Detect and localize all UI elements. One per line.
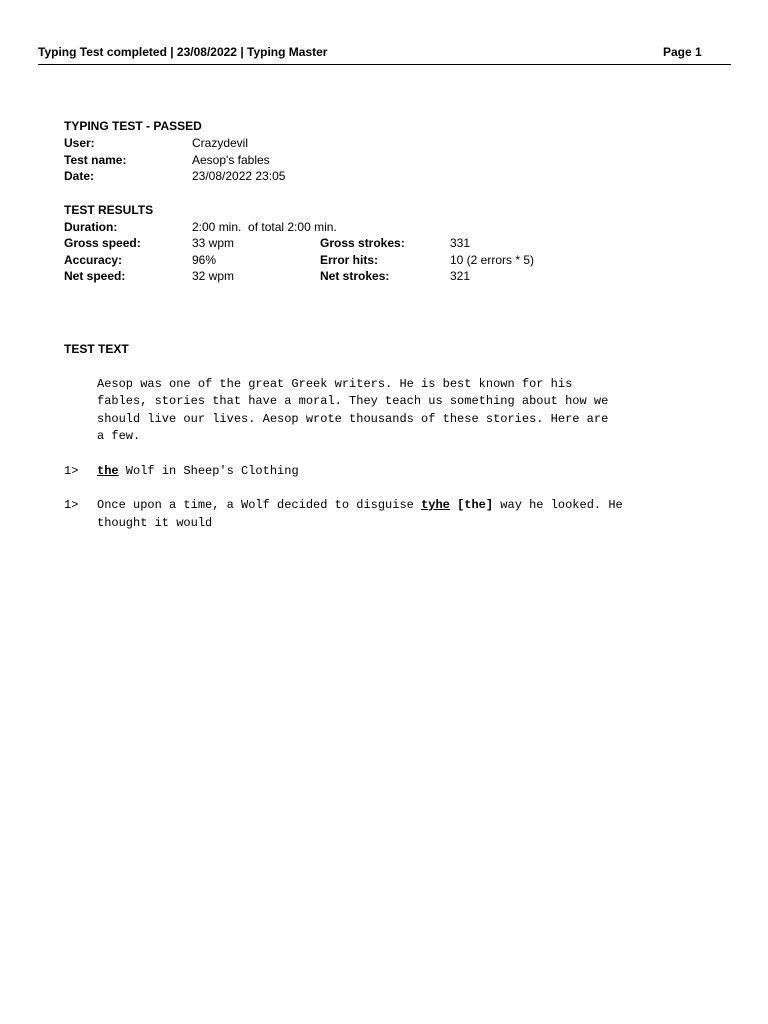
gross-speed-value: 33 wpm <box>192 236 235 250</box>
intro-line: should live our lives. Aesop wrote thousands of these stories. Here are <box>97 411 609 426</box>
entry-text: way he looked. He <box>493 498 623 512</box>
net-speed-value: 32 wpm <box>192 269 235 283</box>
intro-line: fables, stories that have a moral. They teach us something about how we <box>97 394 609 408</box>
test-text-title: TEST TEXT <box>64 341 129 356</box>
duration-value: 2:00 min. of total 2:00 min. <box>192 219 337 234</box>
entry-marker: 1> <box>64 498 79 512</box>
entry-line <box>97 497 677 515</box>
test-results-title: TEST RESULTS <box>64 202 154 217</box>
gross-strokes-value: 331 <box>450 236 471 250</box>
test-name-row <box>64 152 704 169</box>
accuracy-row <box>64 252 704 269</box>
entry-text: Wolf in Sheep's Clothing <box>118 463 299 478</box>
duration-row <box>64 219 704 236</box>
net-strokes-label: Net strokes: <box>320 269 390 283</box>
date-label: Date: <box>64 169 95 183</box>
typing-error: tyhe <box>421 498 450 512</box>
intro-line: a few. <box>97 429 141 443</box>
spacer <box>64 185 704 202</box>
error-hits-label: Error hits: <box>320 252 379 267</box>
entry-line: thought it would <box>97 515 213 530</box>
net-strokes-value: 321 <box>450 269 471 283</box>
entry-body <box>97 497 677 532</box>
gross-speed-label: Gross speed: <box>64 236 141 250</box>
gross-row <box>64 235 704 252</box>
user-row <box>64 135 704 152</box>
user-value: Crazydevil <box>192 136 249 150</box>
typing-error: the <box>97 463 119 478</box>
date-value: 23/08/2022 23:05 <box>192 169 286 183</box>
entry-marker: 1> <box>64 463 79 478</box>
page-header <box>38 45 731 65</box>
page-number: Page 1 <box>663 45 702 59</box>
test-name-label: Test name: <box>64 152 127 167</box>
typing-correction: [the] <box>457 498 494 512</box>
report-header-title: Typing Test completed | 23/08/2022 | Typing Master <box>38 45 328 59</box>
report-content <box>64 118 704 532</box>
entry-text: Once upon a time, a Wolf decided to disguise <box>97 498 422 512</box>
typed-entry <box>64 463 704 481</box>
user-label: User: <box>64 136 95 150</box>
accuracy-label: Accuracy: <box>64 252 123 267</box>
spacer <box>64 285 704 341</box>
accuracy-value: 96% <box>192 252 217 267</box>
entry-body <box>97 463 677 481</box>
error-hits-value: 10 (2 errors * 5) <box>450 252 535 267</box>
intro-paragraph <box>97 376 677 446</box>
net-row <box>64 268 704 285</box>
intro-line: Aesop was one of the great Greek writers. He is best known for his <box>97 376 573 391</box>
net-speed-label: Net speed: <box>64 269 126 283</box>
entry-line <box>97 463 677 481</box>
duration-label: Duration: <box>64 219 118 234</box>
test-status-title: TYPING TEST - PASSED <box>64 119 202 133</box>
typed-entry <box>64 497 704 532</box>
gross-strokes-label: Gross strokes: <box>320 236 405 250</box>
date-row <box>64 168 704 185</box>
test-name-value: Aesop's fables <box>192 152 270 167</box>
